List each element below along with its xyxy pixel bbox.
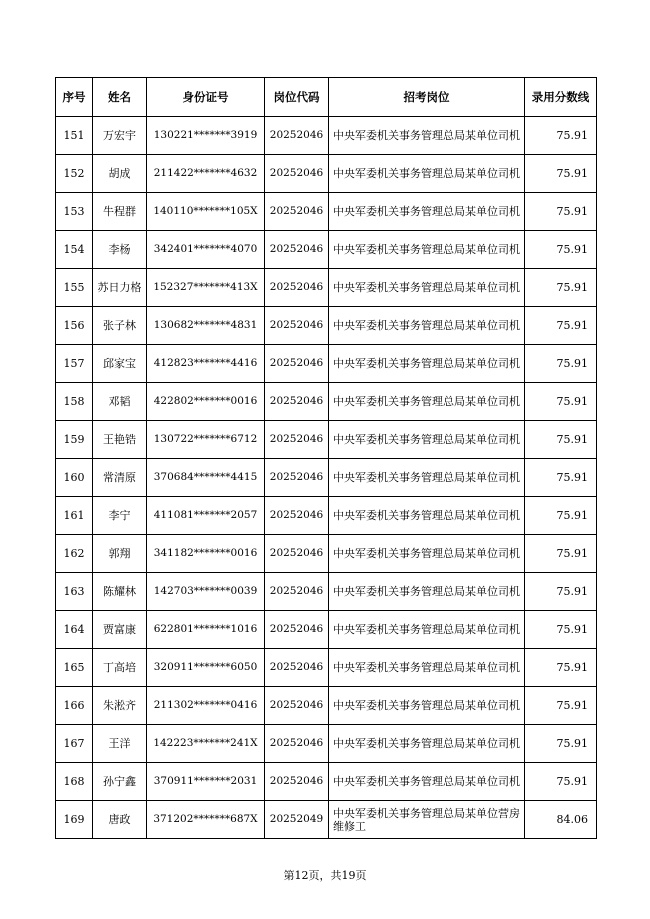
cell-id-number: 371202*******687X: [147, 801, 265, 839]
cell-id-number: 412823*******4416: [147, 345, 265, 383]
cell-score: 75.91: [525, 383, 597, 421]
cell-position: 中央军委机关事务管理总局某单位司机: [329, 687, 525, 725]
cell-position-code: 20252046: [265, 649, 329, 687]
table-row: [56, 193, 597, 231]
cell-id-number: 211302*******0416: [147, 687, 265, 725]
table-row: [56, 535, 597, 573]
cell-position: 中央军委机关事务管理总局某单位司机: [329, 649, 525, 687]
table-row: [56, 155, 597, 193]
cell-score: 75.91: [525, 421, 597, 459]
cell-name: 贾富康: [93, 611, 147, 649]
cell-seq: 162: [56, 535, 93, 573]
table-row: [56, 611, 597, 649]
cell-position: 中央军委机关事务管理总局某单位司机: [329, 307, 525, 345]
cell-seq: 154: [56, 231, 93, 269]
cell-position: 中央军委机关事务管理总局某单位司机: [329, 383, 525, 421]
cell-seq: 164: [56, 611, 93, 649]
cell-score: 75.91: [525, 687, 597, 725]
cell-id-number: 130722*******6712: [147, 421, 265, 459]
cell-position-code: 20252046: [265, 725, 329, 763]
cell-seq: 161: [56, 497, 93, 535]
table-row: [56, 421, 597, 459]
admission-table: [55, 77, 597, 839]
cell-score: 84.06: [525, 801, 597, 839]
cell-position: 中央军委机关事务管理总局某单位司机: [329, 345, 525, 383]
cell-position-code: 20252046: [265, 269, 329, 307]
cell-position: 中央军委机关事务管理总局某单位司机: [329, 763, 525, 801]
cell-id-number: 140110*******105X: [147, 193, 265, 231]
cell-position-code: 20252046: [265, 763, 329, 801]
cell-name: 常清原: [93, 459, 147, 497]
table-row: [56, 687, 597, 725]
cell-name: 丁高培: [93, 649, 147, 687]
cell-name: 孙宁鑫: [93, 763, 147, 801]
cell-position-code: 20252046: [265, 307, 329, 345]
header-score: 录用分数线: [525, 78, 597, 117]
cell-name: 邓韬: [93, 383, 147, 421]
cell-id-number: 422802*******0016: [147, 383, 265, 421]
cell-id-number: 342401*******4070: [147, 231, 265, 269]
table-row: [56, 763, 597, 801]
cell-score: 75.91: [525, 307, 597, 345]
cell-seq: 169: [56, 801, 93, 839]
cell-id-number: 211422*******4632: [147, 155, 265, 193]
cell-position-code: 20252046: [265, 117, 329, 155]
cell-score: 75.91: [525, 269, 597, 307]
cell-id-number: 341182*******0016: [147, 535, 265, 573]
table-row: [56, 231, 597, 269]
cell-position: 中央军委机关事务管理总局某单位司机: [329, 573, 525, 611]
header-seq: 序号: [56, 78, 93, 117]
cell-name: 王洋: [93, 725, 147, 763]
table-row: [56, 497, 597, 535]
cell-seq: 167: [56, 725, 93, 763]
cell-name: 张子林: [93, 307, 147, 345]
table-row: [56, 573, 597, 611]
cell-id-number: 411081*******2057: [147, 497, 265, 535]
table-row: [56, 725, 597, 763]
table-row: [56, 307, 597, 345]
cell-seq: 165: [56, 649, 93, 687]
cell-seq: 155: [56, 269, 93, 307]
cell-score: 75.91: [525, 459, 597, 497]
cell-position: 中央军委机关事务管理总局某单位司机: [329, 117, 525, 155]
header-position-code: 岗位代码: [265, 78, 329, 117]
cell-position: 中央军委机关事务管理总局某单位司机: [329, 193, 525, 231]
header-id-number: 身份证号: [147, 78, 265, 117]
cell-seq: 153: [56, 193, 93, 231]
cell-score: 75.91: [525, 573, 597, 611]
cell-id-number: 152327*******413X: [147, 269, 265, 307]
cell-id-number: 370684*******4415: [147, 459, 265, 497]
cell-id-number: 370911*******2031: [147, 763, 265, 801]
cell-name: 牛程群: [93, 193, 147, 231]
cell-position: 中央军委机关事务管理总局某单位营房维修工: [329, 801, 525, 839]
cell-score: 75.91: [525, 231, 597, 269]
cell-position-code: 20252046: [265, 345, 329, 383]
cell-name: 唐政: [93, 801, 147, 839]
cell-seq: 160: [56, 459, 93, 497]
cell-name: 陈耀林: [93, 573, 147, 611]
table-row: [56, 269, 597, 307]
cell-position: 中央军委机关事务管理总局某单位司机: [329, 155, 525, 193]
cell-position: 中央军委机关事务管理总局某单位司机: [329, 459, 525, 497]
cell-id-number: 142223*******241X: [147, 725, 265, 763]
cell-seq: 156: [56, 307, 93, 345]
cell-id-number: 130221*******3919: [147, 117, 265, 155]
cell-seq: 152: [56, 155, 93, 193]
cell-score: 75.91: [525, 155, 597, 193]
cell-score: 75.91: [525, 117, 597, 155]
cell-id-number: 320911*******6050: [147, 649, 265, 687]
table-row: [56, 383, 597, 421]
cell-seq: 157: [56, 345, 93, 383]
cell-name: 苏日力格: [93, 269, 147, 307]
cell-position-code: 20252046: [265, 497, 329, 535]
cell-name: 李宁: [93, 497, 147, 535]
table-body: [56, 117, 597, 839]
header-position: 招考岗位: [329, 78, 525, 117]
cell-position-code: 20252046: [265, 231, 329, 269]
header-name: 姓名: [93, 78, 147, 117]
cell-name: 朱淞齐: [93, 687, 147, 725]
cell-seq: 166: [56, 687, 93, 725]
cell-seq: 159: [56, 421, 93, 459]
cell-score: 75.91: [525, 763, 597, 801]
cell-position-code: 20252046: [265, 611, 329, 649]
cell-position: 中央军委机关事务管理总局某单位司机: [329, 231, 525, 269]
cell-seq: 168: [56, 763, 93, 801]
cell-seq: 158: [56, 383, 93, 421]
cell-position-code: 20252046: [265, 535, 329, 573]
cell-position-code: 20252046: [265, 459, 329, 497]
table-header-row: [56, 78, 597, 117]
cell-id-number: 142703*******0039: [147, 573, 265, 611]
cell-position-code: 20252046: [265, 155, 329, 193]
table-row: [56, 459, 597, 497]
cell-id-number: 130682*******4831: [147, 307, 265, 345]
table-row: [56, 117, 597, 155]
cell-position-code: 20252046: [265, 421, 329, 459]
table-row: [56, 649, 597, 687]
table-row: [56, 801, 597, 839]
cell-seq: 151: [56, 117, 93, 155]
cell-score: 75.91: [525, 345, 597, 383]
cell-name: 邱家宝: [93, 345, 147, 383]
page-number: 第12页，共19页: [283, 869, 367, 882]
cell-name: 李杨: [93, 231, 147, 269]
cell-score: 75.91: [525, 535, 597, 573]
cell-score: 75.91: [525, 649, 597, 687]
cell-position: 中央军委机关事务管理总局某单位司机: [329, 497, 525, 535]
cell-position: 中央军委机关事务管理总局某单位司机: [329, 725, 525, 763]
cell-seq: 163: [56, 573, 93, 611]
cell-position-code: 20252046: [265, 573, 329, 611]
cell-position: 中央军委机关事务管理总局某单位司机: [329, 421, 525, 459]
cell-position: 中央军委机关事务管理总局某单位司机: [329, 535, 525, 573]
cell-score: 75.91: [525, 725, 597, 763]
cell-name: 万宏宇: [93, 117, 147, 155]
cell-position-code: 20252046: [265, 383, 329, 421]
cell-position-code: 20252046: [265, 193, 329, 231]
cell-score: 75.91: [525, 611, 597, 649]
cell-name: 郭翔: [93, 535, 147, 573]
cell-name: 王艳锆: [93, 421, 147, 459]
cell-position-code: 20252046: [265, 687, 329, 725]
cell-id-number: 622801*******1016: [147, 611, 265, 649]
table-row: [56, 345, 597, 383]
cell-name: 胡成: [93, 155, 147, 193]
cell-position: 中央军委机关事务管理总局某单位司机: [329, 611, 525, 649]
cell-position: 中央军委机关事务管理总局某单位司机: [329, 269, 525, 307]
cell-score: 75.91: [525, 497, 597, 535]
cell-score: 75.91: [525, 193, 597, 231]
cell-position-code: 20252049: [265, 801, 329, 839]
